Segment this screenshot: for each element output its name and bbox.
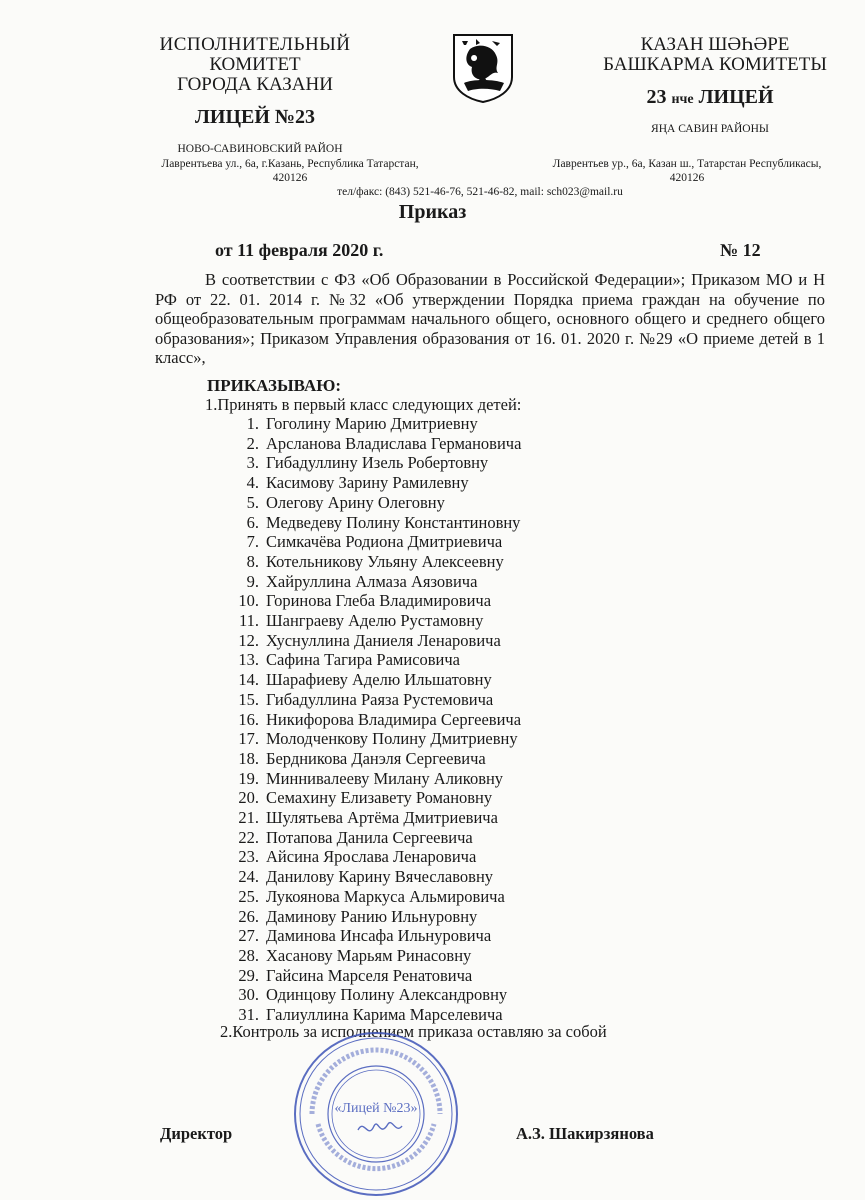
list-item (225, 749, 521, 769)
list-item (225, 414, 521, 434)
list-item (225, 808, 521, 828)
list-item-number: 26. (238, 906, 259, 926)
list-item-name: Одинцову Полину Александровну (266, 985, 508, 1005)
list-item-number: 31. (238, 1005, 259, 1025)
list-item-number: 17. (238, 729, 259, 749)
list-item (225, 493, 521, 513)
preamble: В соответствии с ФЗ «Об Образовании в Российской Федерации»; Приказом МО и Н РФ от 22. 01. 2014 г. №32 «Об утверждении Порядка приема граждан на обучение по общеобразовательным программам начального общего, основного общего и среднего общего образования»; Приказом Управления образования от 16. 01. 2020 г. №29 «О приеме детей в 1 класс», (155, 270, 825, 367)
list-item-number: 7. (246, 532, 259, 552)
list-item (225, 611, 521, 631)
list-item-name: Даминову Ранию Ильнуровну (266, 906, 478, 926)
list-item-number: 2. (246, 433, 259, 453)
list-item-number: 23. (238, 847, 259, 867)
list-item (225, 670, 521, 690)
order-date: от 11 февраля 2020 г. (215, 240, 384, 260)
school-right-suffix: нче (671, 92, 694, 107)
list-item-number: 4. (246, 473, 259, 493)
list-item (225, 847, 521, 867)
address-left-line: Лаврентьева ул., 6а, г.Казань, Республика Татарстан, (161, 158, 419, 170)
list-item-number: 18. (238, 748, 259, 768)
address-right (527, 157, 847, 185)
list-item-name: Сафина Тагира Рамисовича (266, 650, 461, 670)
list-item-number: 11. (238, 611, 259, 631)
contacts: тел/факс: (843) 521-46-76, 521-46-82, mail: sch023@mail.ru (337, 186, 623, 198)
official-stamp (292, 1030, 460, 1198)
list-item (225, 690, 521, 710)
list-item-name: Галиуллина Карима Марселевича (266, 1005, 503, 1025)
signature-title: Директор (160, 1124, 233, 1143)
list-item-name: Шанграеву Аделю Рустамовну (266, 611, 484, 631)
list-item-name: Хайруллина Алмаза Аязовича (266, 571, 478, 591)
list-item (225, 591, 521, 611)
list-item (225, 552, 521, 572)
list-item-number: 1. (246, 414, 259, 433)
list-item-name: Миннивалееву Милану Аликовну (266, 768, 504, 788)
list-item (225, 788, 521, 808)
school-name-left: ЛИЦЕЙ №23 (194, 106, 315, 128)
list-item-name: Айсина Ярослава Ленаровича (266, 847, 477, 867)
point-2: 2.Контроль за исполнением приказа оставляю за собой (220, 1022, 607, 1041)
list-item-name: Гоголину Марию Дмитриевну (266, 414, 478, 433)
list-item (225, 729, 521, 749)
list-item-number: 16. (238, 709, 259, 729)
list-item-name: Медведеву Полину Константиновну (266, 512, 521, 532)
list-item (225, 532, 521, 552)
list-item-number: 8. (246, 551, 259, 571)
school-name-right (600, 86, 820, 109)
list-item-name: Данилову Карину Вячеславовну (266, 867, 494, 887)
list-item-name: Никифорова Владимира Сергеевича (266, 709, 522, 729)
list-item-number: 12. (238, 630, 259, 650)
list-item (225, 887, 521, 907)
point-1: 1.Принять в первый класс следующих детей: (205, 395, 522, 414)
list-item-number: 13. (238, 650, 259, 670)
header-left-org (130, 35, 380, 95)
list-item-name: Молодченкову Полину Дмитриевну (266, 729, 518, 749)
order-number: № 12 (720, 240, 761, 260)
list-item-number: 15. (238, 689, 259, 709)
list-item-number: 22. (238, 827, 259, 847)
list-item (225, 907, 521, 927)
list-item-number: 21. (238, 808, 259, 828)
header-left-line2: КОМИТЕТ (209, 54, 301, 75)
list-item (225, 453, 521, 473)
address-right-line: Лаврентьев ур., 6а, Казан ш., Татарстан Республикасы, (552, 158, 822, 170)
list-item (225, 966, 521, 986)
list-item-name: Касимову Зарину Рамилевну (266, 473, 469, 493)
address-left-postcode: 420126 (272, 172, 308, 184)
signature-scribble (358, 1123, 402, 1131)
list-item (225, 710, 521, 730)
list-item-name: Бердникова Данэля Сергеевича (266, 748, 486, 768)
list-item-number: 25. (238, 886, 259, 906)
kazan-emblem-icon (452, 33, 514, 103)
orders-heading: ПРИКАЗЫВАЮ: (207, 376, 342, 395)
list-item-name: Горинова Глеба Владимировича (266, 591, 492, 611)
list-item-number: 19. (238, 768, 259, 788)
header-right-line1: КАЗАН ШӘҺӘРЕ (640, 34, 790, 55)
header-right-org (585, 35, 845, 75)
list-item-number: 29. (238, 965, 259, 985)
list-item (225, 572, 521, 592)
stamp-center-text: «Лицей №23» (334, 1101, 418, 1116)
list-item (225, 769, 521, 789)
list-item (225, 434, 521, 454)
list-item (225, 985, 521, 1005)
header-left-line3: ГОРОДА КАЗАНИ (177, 74, 333, 95)
list-item (225, 946, 521, 966)
signature-name: А.З. Шакирзянова (516, 1124, 654, 1143)
list-item-number: 3. (246, 453, 259, 473)
list-item-number: 20. (238, 788, 259, 808)
district-left: НОВО-САВИНОВСКИЙ РАЙОН (177, 143, 343, 155)
list-item-name: Хуснуллина Даниеля Ленаровича (266, 630, 501, 650)
list-item-number: 14. (238, 670, 259, 690)
list-item (225, 867, 521, 887)
list-item-number: 10. (238, 591, 259, 611)
address-left (145, 157, 435, 185)
list-item-number: 24. (238, 867, 259, 887)
school-right-number: 23 (646, 86, 667, 108)
list-item (225, 513, 521, 533)
header-right-line2: БАШКАРМА КОМИТЕТЫ (603, 54, 827, 75)
list-item-number: 9. (246, 571, 259, 591)
list-item (225, 650, 521, 670)
list-item-name: Арсланова Владислава Германовича (266, 433, 522, 453)
list-item (225, 473, 521, 493)
list-item-number: 6. (246, 512, 259, 532)
list-item-name: Шулятьева Артёма Дмитриевича (266, 808, 498, 828)
school-right-word: ЛИЦЕЙ (698, 86, 774, 108)
district-right: ЯҢА САВИН РАЙОНЫ (651, 123, 769, 135)
list-item-name: Гибадуллина Раяза Рустемовича (266, 689, 494, 709)
list-item (225, 926, 521, 946)
list-item-name: Семахину Елизавету Романовну (266, 788, 493, 808)
list-item-name: Потапова Данила Сергеевича (266, 827, 473, 847)
list-item-name: Лукоянова Маркуса Альмировича (266, 886, 505, 906)
list-item-number: 5. (246, 492, 259, 512)
list-item (225, 828, 521, 848)
list-item-name: Гибадуллину Изель Робертовну (266, 453, 489, 473)
list-item-number: 28. (238, 945, 259, 965)
list-item-name: Котельникову Ульяну Алексеевну (266, 551, 504, 571)
list-item (225, 631, 521, 651)
list-item-name: Хасанову Марьям Ринасовну (266, 945, 472, 965)
list-item-name: Гайсина Марселя Ренатовича (266, 965, 473, 985)
list-item-name: Шарафиеву Аделю Ильшатовну (266, 670, 492, 690)
list-item-number: 30. (238, 985, 259, 1005)
list-item-name: Олегову Арину Олеговну (266, 492, 445, 512)
list-item-number: 27. (238, 926, 259, 946)
children-list (225, 414, 521, 1025)
document-title: Приказ (398, 201, 467, 223)
list-item-name: Симкачёва Родиона Дмитриевича (266, 532, 503, 552)
list-item-name: Даминова Инсафа Ильнуровича (266, 926, 492, 946)
address-right-postcode: 420126 (669, 172, 705, 184)
header-left-line1: ИСПОЛНИТЕЛЬНЫЙ (159, 34, 351, 55)
